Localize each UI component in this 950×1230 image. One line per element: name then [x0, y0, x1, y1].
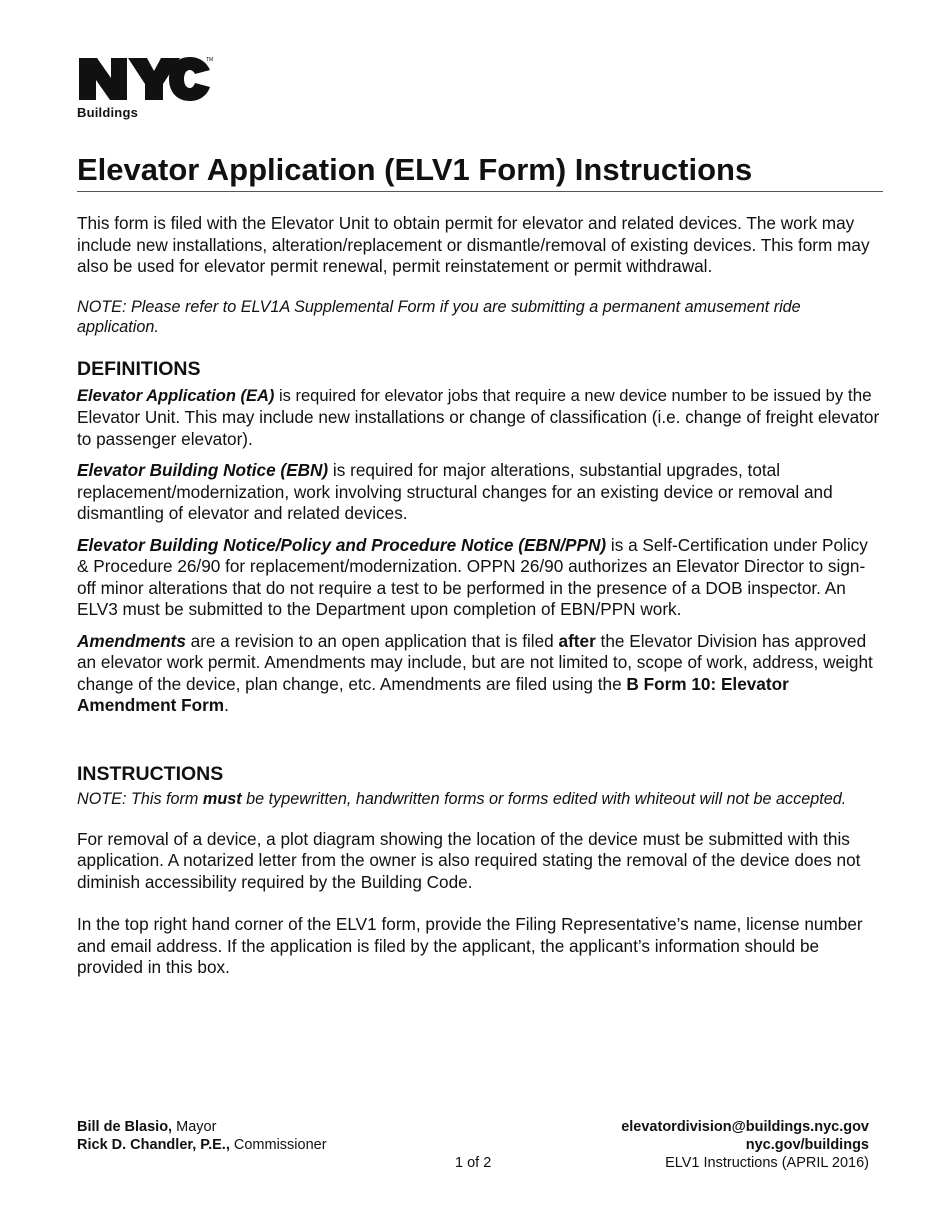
contact-website: nyc.gov/buildings — [745, 1137, 869, 1153]
commissioner-title: Commissioner — [229, 1137, 327, 1153]
contact-email: elevatordivision@buildings.nyc.gov — [621, 1119, 869, 1135]
commissioner-line — [77, 1136, 327, 1154]
note-must: must — [202, 789, 242, 808]
definition-ea — [77, 385, 883, 451]
amendments-term: Amendments — [77, 630, 186, 651]
document-body — [77, 213, 883, 979]
amendments-text-2: the Elevator Division has approved an elevator work permit. Amendments may include, but are not limited to, scope of work, address, weight change of the device, plan change, etc. Amendments are filed using the — [77, 630, 873, 694]
svg-text:TM: TM — [206, 57, 213, 63]
page-number: 1 of 2 — [455, 1155, 492, 1171]
intro-paragraph: This form is filed with the Elevator Unit to obtain permit for elevator and related devices. The work may include new installations, alteration/replacement or dismantle/removal of existing devices. This form may also be used for elevator permit renewal, permit reinstatement or permit withdrawal. — [77, 213, 870, 276]
typewritten-note — [77, 789, 883, 809]
logo-subtitle: Buildings — [77, 105, 139, 120]
amusement-ride-note: NOTE: Please refer to ELV1A Supplemental Form if you are submitting a permanent amusement ride application. — [77, 297, 801, 336]
nyc-buildings-logo — [77, 56, 217, 122]
ebn-text: is required for major alterations, substantial upgrades, total replacement/modernization, work involving structural changes for an existing device or removal and dismantling of elevator and related devices. — [77, 460, 833, 523]
ea-text-first: is required for elevator jobs that require a new device number to be issued by — [274, 386, 844, 405]
instructions-heading: INSTRUCTIONS — [77, 762, 224, 785]
removal-paragraph: For removal of a device, a plot diagram showing the location of the device must be submitted with this application. A notarized letter from the owner is also required stating the removal of the device does not diminish accessibility required by the Building Code. — [77, 828, 861, 892]
note-pre: NOTE: This form — [77, 789, 203, 808]
ebn-term: Elevator Building Notice (EBN) — [77, 460, 329, 480]
amendment-form-name: B Form 10: Elevator Amendment Form — [77, 673, 789, 715]
definition-ebn-ppn — [77, 535, 883, 621]
nyc-logo-icon — [77, 56, 213, 102]
ea-term: Elevator Application (EA) — [77, 386, 275, 405]
definition-amendments — [77, 631, 883, 717]
ea-text-rest: the Elevator Unit. This may include new installations or change of classification (i.e. change of freight elevator to passenger elevator). — [77, 384, 880, 449]
definition-ebn — [77, 460, 883, 525]
note-post: be typewritten, handwritten forms or forms edited with whiteout will not be accepted. — [241, 789, 847, 808]
amendments-end: . — [224, 695, 229, 715]
mayor-title: Mayor — [172, 1119, 217, 1135]
definitions-heading: DEFINITIONS — [77, 357, 201, 380]
page-title: Elevator Application (ELV1 Form) Instructions — [77, 152, 883, 192]
filing-rep-paragraph: In the top right hand corner of the ELV1 form, provide the Filing Representative’s name, license number and email address. If the application is filed by the applicant, the applicant’s information should be provided in this box. — [77, 914, 863, 977]
ebn-ppn-term: Elevator Building Notice/Policy and Procedure Notice (EBN/PPN) — [77, 534, 607, 555]
contact-info — [621, 1118, 869, 1172]
document-id: ELV1 Instructions (APRIL 2016) — [665, 1155, 869, 1171]
officials — [77, 1118, 327, 1154]
ebn-ppn-text: is a Self-Certification under Policy & Procedure 26/90 for replacement/modernization. OPPN 26/90 authorizes an Elevator Director to sign-off minor alterations that do not require a test to be performed in the presence of a DOB inspector. An ELV3 must be submitted to the Department upon completion of EBN/PPN work. — [77, 534, 868, 619]
mayor-line — [77, 1118, 327, 1136]
mayor-name: Bill de Blasio, — [77, 1119, 173, 1135]
commissioner-name: Rick D. Chandler, P.E., — [77, 1137, 230, 1153]
amendments-text-1: are a revision to an open application that is filed — [185, 630, 559, 651]
amendments-after: after — [558, 630, 596, 651]
